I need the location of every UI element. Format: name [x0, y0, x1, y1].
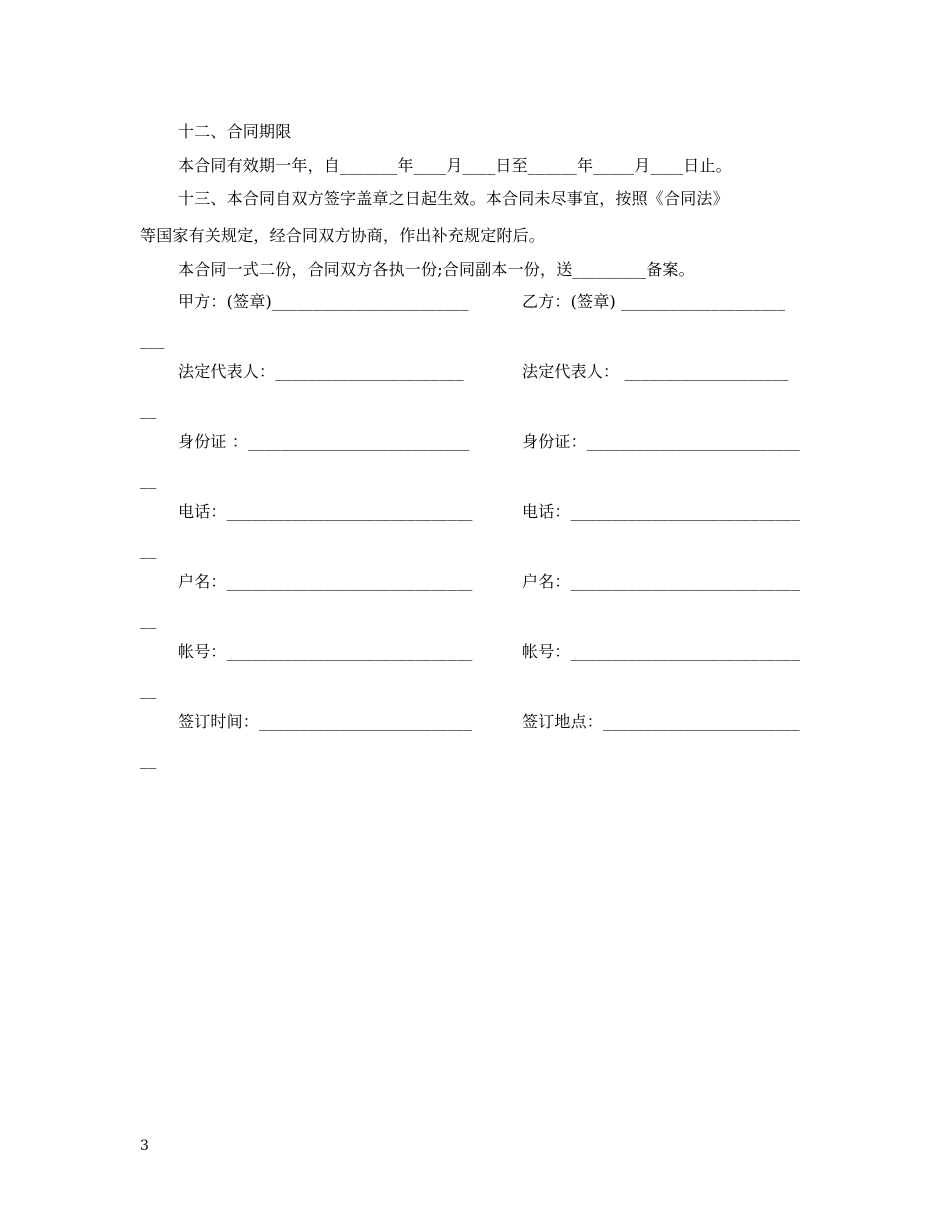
party-a-id-field: 身份证 ：___________________________ — [178, 432, 470, 451]
copies-clause: 本合同一式二份，合同双方各执一份;合同副本一份，送_________备案。 — [178, 260, 695, 279]
section-12-term: 本合同有效期一年，自_______年____月____日至______年_____月____日止。 — [178, 156, 732, 175]
section-12-heading: 十二、合同期限 — [178, 122, 292, 141]
page-number: 3 — [140, 1138, 149, 1154]
signing-date-field: 签订时间：__________________________ — [178, 712, 473, 731]
party-b-account-number-field: 帐号：____________________________ — [522, 642, 801, 661]
signing-place-field: 签订地点：________________________ — [522, 712, 800, 731]
section-13-line-2: 等国家有关规定，经合同双方协商，作出补充规定附后。 — [140, 226, 546, 245]
row-wrap-underline: __ — [140, 610, 157, 629]
party-b-id-field: 身份证：__________________________ — [522, 432, 801, 451]
party-b-account-name-field: 户名：____________________________ — [522, 572, 801, 591]
party-a-phone-field: 电话：______________________________ — [178, 502, 473, 521]
row-wrap-underline: __ — [140, 540, 157, 559]
row-wrap-underline: ___ — [140, 330, 165, 349]
row-wrap-underline: __ — [140, 470, 157, 489]
party-b-legal-rep-field: 法定代表人： ____________________ — [522, 362, 789, 381]
party-b-phone-field: 电话：____________________________ — [522, 502, 801, 521]
party-a-seal-field: 甲方：(签章)________________________ — [178, 292, 469, 311]
row-wrap-underline: __ — [140, 750, 157, 769]
party-a-legal-rep-field: 法定代表人：_______________________ — [178, 362, 464, 381]
party-a-account-name-field: 户名：______________________________ — [178, 572, 473, 591]
row-wrap-underline: __ — [140, 400, 157, 419]
party-a-account-number-field: 帐号：______________________________ — [178, 642, 473, 661]
row-wrap-underline: __ — [140, 680, 157, 699]
section-13-line-1: 十三、本合同自双方签字盖章之日起生效。本合同未尽事宜，按照《合同法》 — [178, 189, 729, 208]
party-b-seal-field: 乙方：(签章) ____________________ — [522, 292, 786, 311]
